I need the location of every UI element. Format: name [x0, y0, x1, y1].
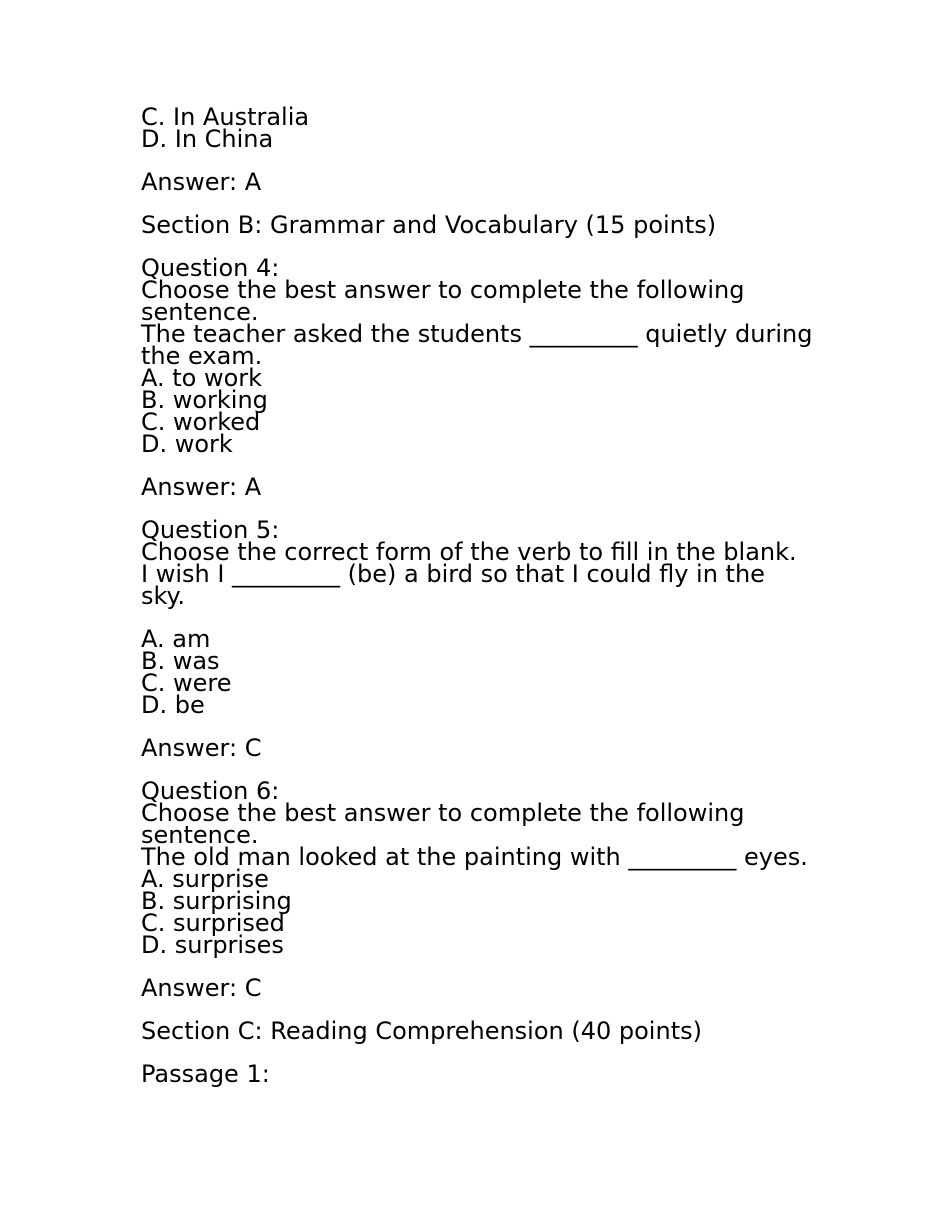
q5-option-d: D. be: [141, 691, 205, 719]
q6-option-b: B. surprising: [141, 887, 292, 915]
section-c-heading: Section C: Reading Comprehension (40 points): [141, 1017, 702, 1045]
document-page: [141, 103, 821, 1088]
q6-instruction-line-1: Choose the best answer to complete the following: [141, 799, 745, 827]
q6-label: Question 6:: [141, 777, 280, 805]
q4-option-c: C. worked: [141, 408, 261, 436]
q5-option-a: A. am: [141, 625, 211, 653]
q3-answer: Answer: A: [141, 168, 262, 196]
q5-label: Question 5:: [141, 516, 280, 544]
q4-option-b: B. working: [141, 386, 268, 414]
passage-1-label: Passage 1:: [141, 1060, 270, 1088]
q6-option-d: D. surprises: [141, 931, 284, 959]
q6-stem: The old man looked at the painting with _________ eyes.: [141, 843, 808, 871]
q4-instruction-line-1: Choose the best answer to complete the following: [141, 276, 745, 304]
q3-option-c: C. In Australia: [141, 103, 310, 131]
q6-answer: Answer: C: [141, 974, 262, 1002]
q3-option-d: D. In China: [141, 125, 274, 153]
q4-instruction-line-2: sentence.: [141, 298, 259, 326]
spacer: [141, 607, 821, 628]
q5-instruction: Choose the correct form of the verb to fill in the blank.: [141, 538, 797, 566]
q4-answer: Answer: A: [141, 473, 262, 501]
q4-label: Question 4:: [141, 254, 280, 282]
q6-option-a: A. surprise: [141, 865, 269, 893]
q5-answer: Answer: C: [141, 734, 262, 762]
q6-option-c: C. surprised: [141, 909, 285, 937]
q5-option-c: C. were: [141, 669, 232, 697]
q4-option-a: A. to work: [141, 364, 263, 392]
q4-option-d: D. work: [141, 430, 233, 458]
q5-stem-line-2: sky.: [141, 582, 185, 610]
section-b-heading: Section B: Grammar and Vocabulary (15 points): [141, 211, 717, 239]
q5-stem-line-1: I wish I _________ (be) a bird so that I could fly in the: [141, 560, 765, 588]
q4-stem-line-2: the exam.: [141, 342, 263, 370]
q4-stem-line-1: The teacher asked the students _________ quietly during: [141, 320, 813, 348]
q5-option-b: B. was: [141, 647, 220, 675]
q6-instruction-line-2: sentence.: [141, 821, 259, 849]
